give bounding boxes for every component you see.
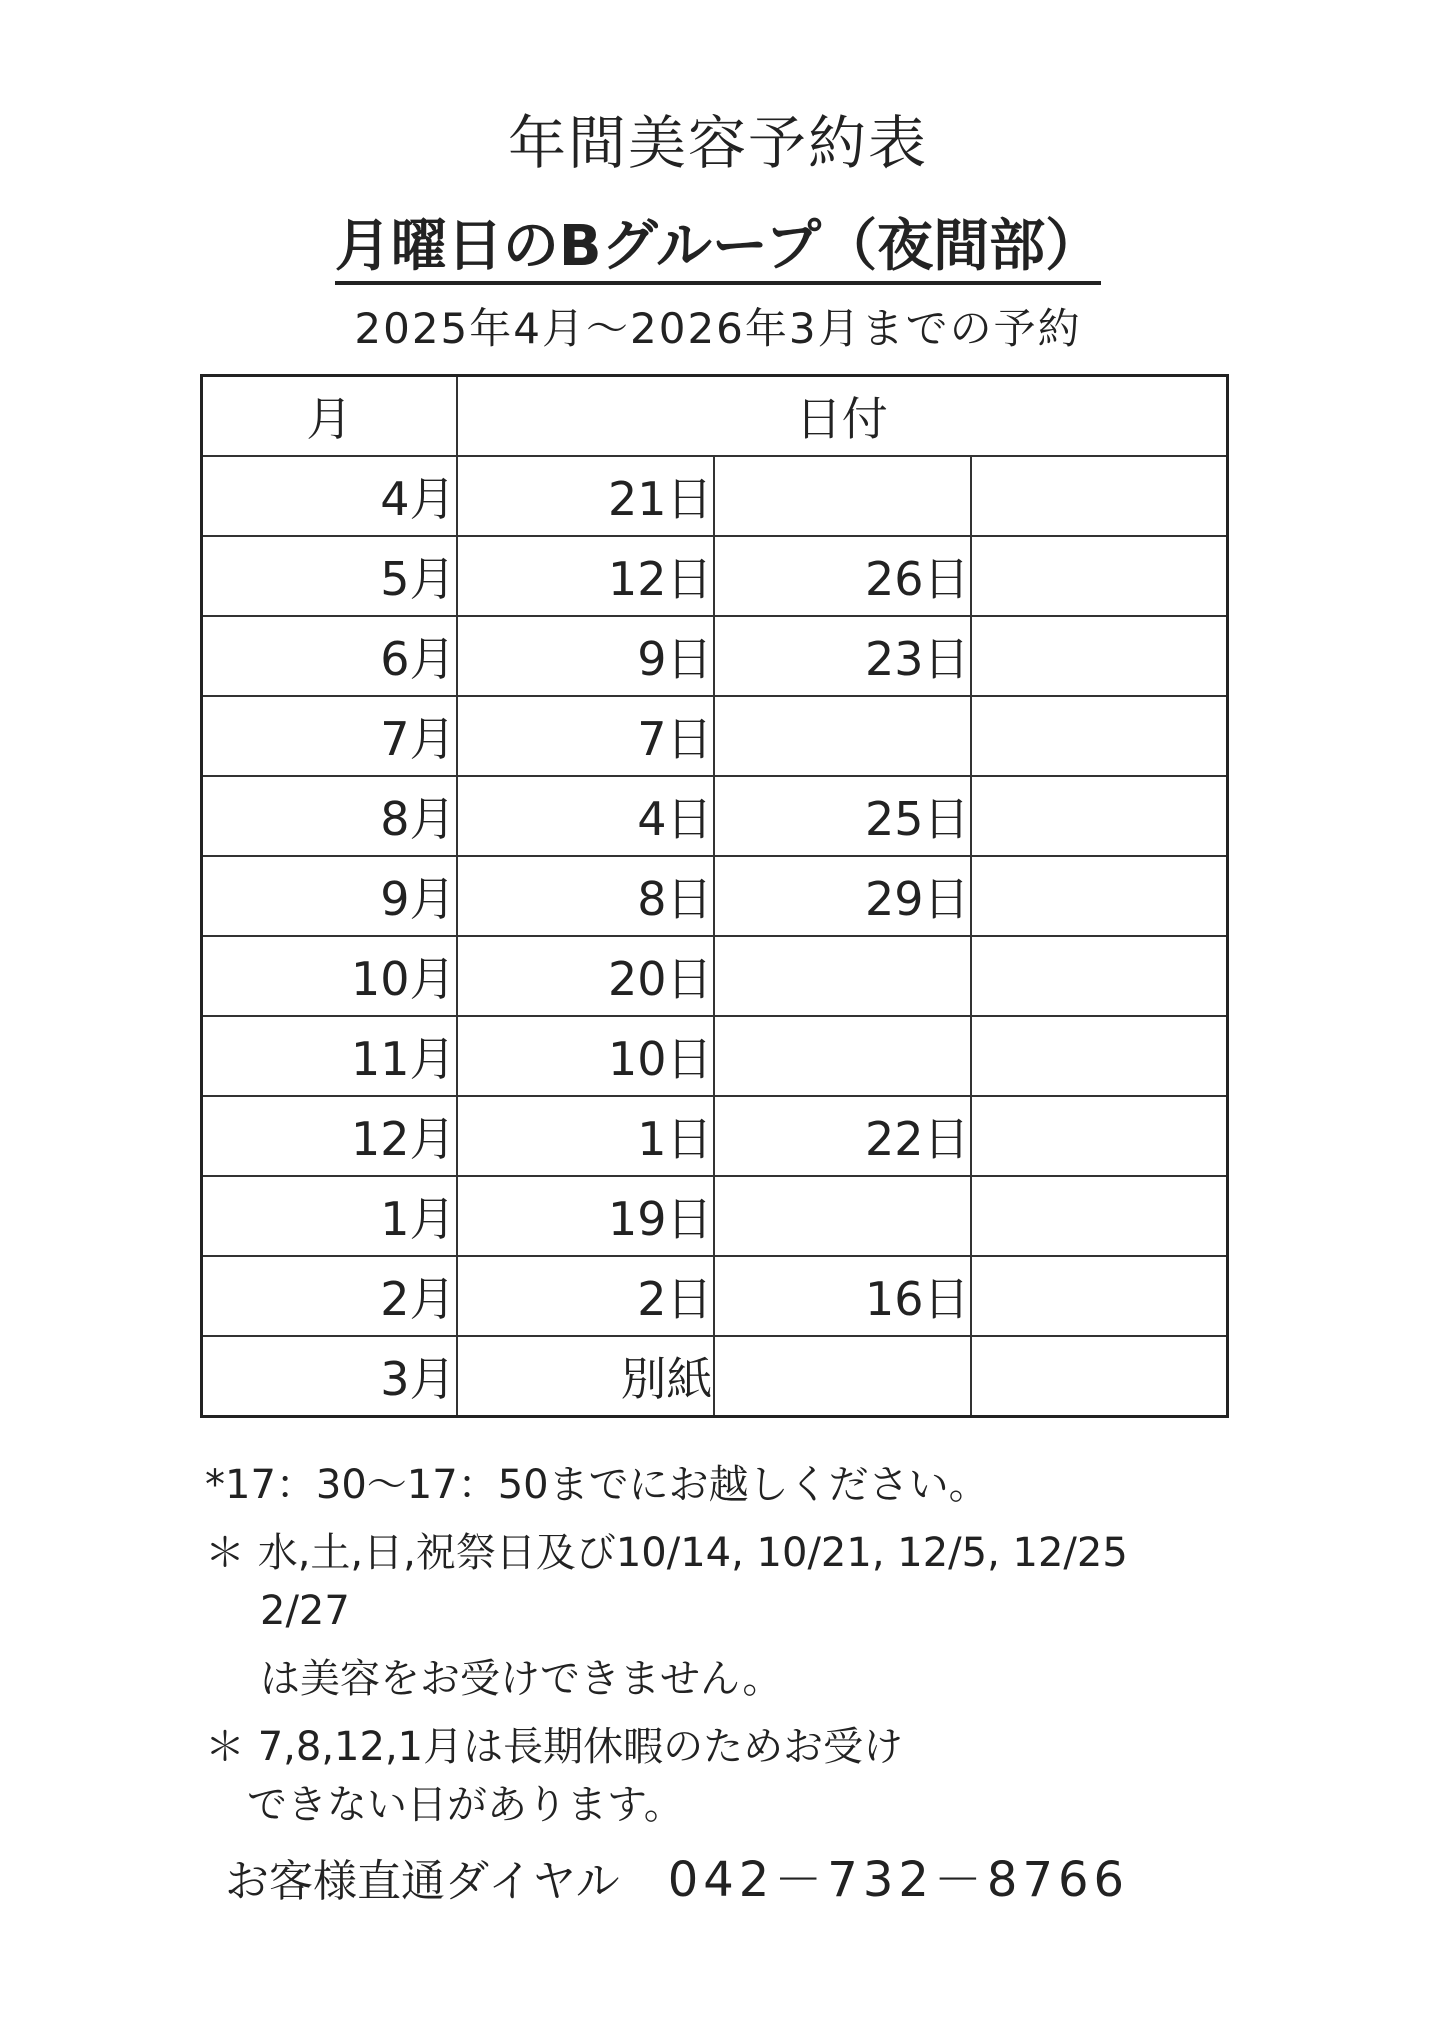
month-cell: 6月 — [202, 616, 457, 696]
date-cell-2 — [714, 696, 971, 776]
date-cell-2: 23日 — [714, 616, 971, 696]
date-cell-2 — [714, 936, 971, 1016]
date-cell-1: 20日 — [457, 936, 714, 1016]
note-long-holiday: ＊ 7,8,12,1月は長期休暇のためお受け — [205, 1724, 904, 1770]
month-cell: 3月 — [202, 1336, 457, 1417]
table-row — [202, 536, 1228, 616]
date-cell-1: 2日 — [457, 1256, 714, 1336]
table-row — [202, 856, 1228, 936]
table-header-row — [202, 376, 1228, 457]
note-arrival-time: *17：30～17：50までにお越しください。 — [205, 1462, 989, 1508]
date-cell-2: 22日 — [714, 1096, 971, 1176]
date-cell-1: 9日 — [457, 616, 714, 696]
month-cell: 1月 — [202, 1176, 457, 1256]
month-cell: 4月 — [202, 456, 457, 536]
date-cell-3 — [971, 856, 1228, 936]
table-row — [202, 936, 1228, 1016]
table-row — [202, 616, 1228, 696]
note-closed-days-cont: 2/27 — [260, 1588, 350, 1634]
schedule-table — [200, 374, 1229, 1418]
month-cell: 9月 — [202, 856, 457, 936]
date-cell-3 — [971, 1256, 1228, 1336]
reservation-period: 2025年4月～2026年3月までの予約 — [354, 304, 1082, 353]
date-cell-3 — [971, 616, 1228, 696]
date-cell-3 — [971, 1016, 1228, 1096]
contact-line — [225, 1850, 1129, 1912]
month-cell: 2月 — [202, 1256, 457, 1336]
date-cell-2: 29日 — [714, 856, 971, 936]
date-cell-1: 別紙 — [457, 1336, 714, 1417]
date-cell-3 — [971, 1336, 1228, 1417]
date-cell-1: 8日 — [457, 856, 714, 936]
date-cell-1: 4日 — [457, 776, 714, 856]
phone-number: 042－732－8766 — [667, 1852, 1130, 1908]
date-cell-2: 16日 — [714, 1256, 971, 1336]
table-row — [202, 696, 1228, 776]
date-cell-3 — [971, 776, 1228, 856]
month-cell: 5月 — [202, 536, 457, 616]
date-cell-1: 12日 — [457, 536, 714, 616]
table-row — [202, 776, 1228, 856]
month-cell: 11月 — [202, 1016, 457, 1096]
table-row — [202, 1336, 1228, 1417]
date-header: 日付 — [457, 376, 1228, 457]
table-row — [202, 1096, 1228, 1176]
date-cell-1: 10日 — [457, 1016, 714, 1096]
month-cell: 12月 — [202, 1096, 457, 1176]
notes — [205, 1456, 1215, 1834]
group-subtitle-text: 月曜日のBグループ（夜間部） — [335, 214, 1101, 285]
month-cell: 8月 — [202, 776, 457, 856]
date-cell-3 — [971, 536, 1228, 616]
note-long-holiday-cont: できない日があります。 — [247, 1782, 684, 1828]
date-cell-1: 21日 — [457, 456, 714, 536]
date-cell-3 — [971, 1176, 1228, 1256]
date-cell-2 — [714, 1016, 971, 1096]
month-cell: 10月 — [202, 936, 457, 1016]
note-closed-days-end: は美容をお受けできません。 — [260, 1656, 783, 1702]
month-cell: 7月 — [202, 696, 457, 776]
table-row — [202, 456, 1228, 536]
schedule-body — [202, 456, 1228, 1417]
page-title: 年間美容予約表 — [507, 109, 928, 177]
group-subtitle — [0, 212, 1436, 282]
date-cell-1: 7日 — [457, 696, 714, 776]
date-cell-3 — [971, 456, 1228, 536]
date-cell-3 — [971, 936, 1228, 1016]
date-cell-2: 25日 — [714, 776, 971, 856]
date-cell-1: 1日 — [457, 1096, 714, 1176]
date-cell-3 — [971, 1096, 1228, 1176]
date-cell-3 — [971, 696, 1228, 776]
date-cell-1: 19日 — [457, 1176, 714, 1256]
note-closed-days: ＊ 水,土,日,祝祭日及び10/14, 10/21, 12/5, 12/25 — [205, 1530, 1128, 1576]
date-cell-2 — [714, 456, 971, 536]
table-row — [202, 1256, 1228, 1336]
date-cell-2 — [714, 1336, 971, 1417]
contact-label: お客様直通ダイヤル — [225, 1856, 620, 1907]
table-row — [202, 1176, 1228, 1256]
table-row — [202, 1016, 1228, 1096]
date-cell-2 — [714, 1176, 971, 1256]
month-header: 月 — [202, 376, 457, 457]
date-cell-2: 26日 — [714, 536, 971, 616]
